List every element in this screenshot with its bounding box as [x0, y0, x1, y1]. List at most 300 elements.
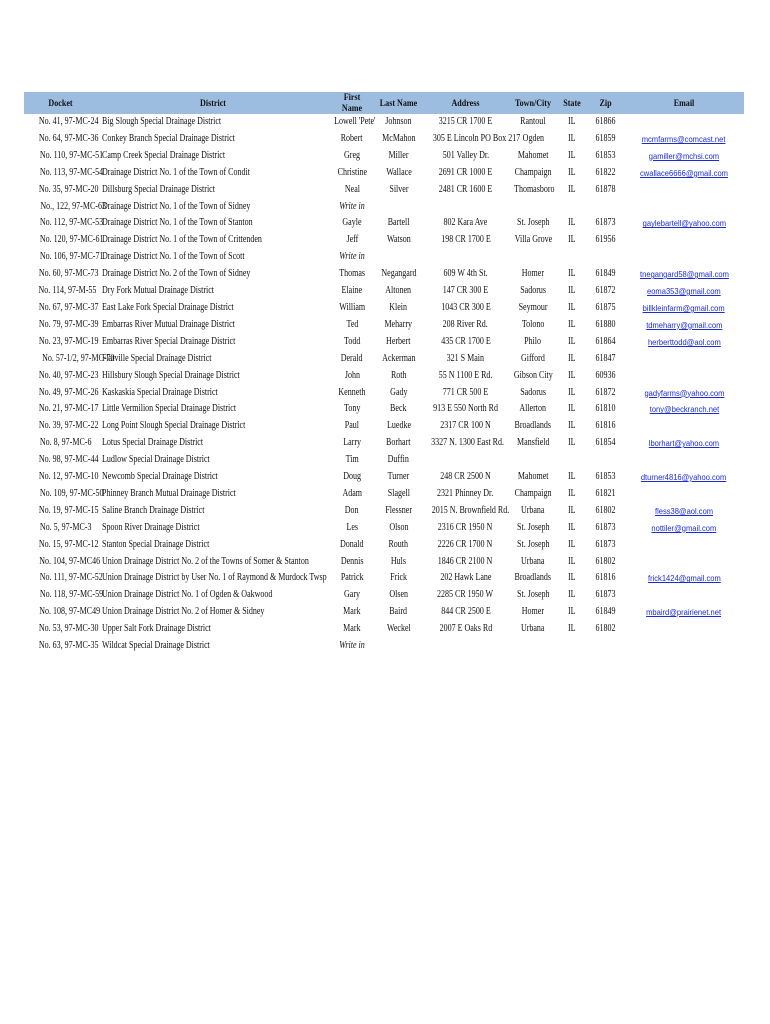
cell-zip [587, 165, 624, 182]
cell-zip-text: 61802 [595, 623, 616, 635]
cell-town-text: Rantoul [520, 116, 546, 127]
cell-district [97, 368, 329, 385]
cell-last-text: Olson [388, 521, 409, 533]
email-link[interactable]: dturner4816@yahoo.com [641, 472, 727, 483]
cell-address-text: 202 Hawk Lane [439, 572, 492, 584]
table-row [24, 266, 744, 283]
cell-docket-text: No. 120, 97-MC-61 [39, 234, 104, 246]
cell-address [422, 368, 509, 385]
cell-docket [24, 249, 104, 266]
cell-town [509, 199, 557, 216]
cell-docket-text: No. 108, 97-MC49 [39, 606, 101, 618]
cell-state-text: IL [568, 623, 576, 635]
cell-town-text: Villa Grove [514, 234, 552, 246]
cell-first [329, 300, 375, 317]
cell-docket-text: No. 39, 97-MC-22 [38, 420, 99, 432]
cell-address-text: 1846 CR 2100 N [438, 555, 493, 567]
cell-last [375, 368, 422, 385]
cell-last-text: Beck [390, 403, 407, 415]
cell-state [557, 587, 587, 604]
email-link[interactable]: fless38@aol.com [654, 505, 714, 516]
table-row [24, 621, 744, 638]
cell-district [97, 215, 329, 232]
cell-state [557, 266, 587, 283]
cell-zip-text: 61853 [595, 149, 616, 161]
cell-email [624, 401, 744, 418]
cell-address-text: 2481 CR 1600 E [438, 183, 493, 195]
cell-zip [587, 300, 624, 317]
cell-zip-text: 61853 [595, 471, 616, 483]
cell-address [422, 520, 509, 537]
col-email-header: Email [634, 92, 735, 114]
col-docket-header: Docket [30, 92, 91, 114]
cell-zip [587, 131, 624, 148]
table-row [24, 469, 744, 486]
email-link[interactable]: gadyfarms@yahoo.com [644, 387, 724, 398]
cell-first-text: Write in [339, 200, 365, 212]
cell-town-text: Urbana [521, 555, 545, 567]
cell-address [422, 452, 509, 469]
cell-state [557, 165, 587, 182]
cell-zip-text: 61816 [595, 420, 616, 432]
cell-email [624, 317, 744, 334]
cell-first-text: Thomas [339, 268, 365, 280]
cell-state [557, 283, 587, 300]
cell-address [422, 401, 509, 418]
cell-first [329, 435, 375, 452]
cell-town [509, 351, 557, 368]
cell-district [97, 587, 329, 604]
cell-last [375, 604, 422, 621]
cell-district [97, 435, 329, 452]
cell-state [557, 300, 587, 317]
email-link[interactable]: gaylebartell@yahoo.com [642, 218, 726, 229]
cell-state [557, 435, 587, 452]
cell-zip [587, 334, 624, 351]
cell-last [375, 401, 422, 418]
cell-last-text: Olsen [389, 589, 408, 601]
cell-zip [587, 469, 624, 486]
table-row [24, 283, 744, 300]
cell-district [97, 114, 329, 131]
cell-state [557, 215, 587, 232]
cell-first [329, 587, 375, 604]
cell-district [97, 300, 329, 317]
cell-state-text: IL [568, 504, 576, 516]
cell-docket [24, 435, 97, 452]
cell-state-text: IL [568, 132, 576, 144]
cell-first-text: Gayle [342, 217, 362, 229]
cell-state-text: IL [568, 386, 576, 398]
cell-first [329, 418, 375, 435]
cell-docket-text: No. 15, 97-MC-12 [38, 538, 99, 550]
cell-town-text: St. Joseph [516, 589, 550, 601]
cell-last [375, 452, 422, 469]
cell-docket-text: No. 111, 97-MC-52 [39, 572, 103, 584]
cell-first [329, 604, 375, 621]
cell-address [422, 199, 509, 216]
cell-docket [24, 587, 104, 604]
cell-email [624, 520, 744, 537]
col-zip-header: Zip [590, 92, 621, 114]
cell-docket [24, 638, 97, 655]
cell-district-text: Kaskaskia Special Drainage District [102, 386, 218, 398]
cell-district [97, 283, 329, 300]
cell-first-text: Todd [343, 335, 361, 347]
cell-email [624, 114, 744, 131]
cell-email [624, 418, 744, 435]
cell-last [375, 317, 422, 334]
cell-last [375, 148, 422, 165]
cell-town-text: Philo [524, 335, 542, 347]
cell-email [624, 452, 744, 469]
cell-first-text: Don [345, 504, 359, 516]
cell-address [422, 249, 509, 266]
cell-first [329, 232, 375, 249]
cell-last-text: Gady [389, 386, 408, 398]
cell-town [509, 570, 557, 587]
cell-address-text: 2321 Phinney Dr. [437, 487, 494, 499]
cell-first-text: Tim [345, 454, 359, 466]
cell-address-text: 2317 CR 100 N [440, 420, 491, 432]
email-link[interactable]: nottiler@gmail.com [651, 522, 717, 533]
cell-state [557, 199, 587, 216]
cell-district [97, 232, 329, 249]
cell-town [509, 165, 557, 182]
cell-email [624, 385, 744, 402]
cell-state-text: IL [568, 217, 576, 229]
cell-first [329, 317, 375, 334]
cell-address [422, 604, 509, 621]
cell-district [97, 418, 329, 435]
cell-docket-text: No. 40, 97-MC-23 [38, 369, 99, 381]
cell-town [509, 554, 557, 571]
cell-email [624, 232, 744, 249]
cell-district [97, 182, 329, 199]
cell-last-text: Flessner [385, 504, 412, 516]
cell-email [624, 300, 744, 317]
cell-address-text: 305 E Lincoln PO Box 217 [432, 132, 521, 144]
cell-docket [24, 570, 103, 587]
cell-zip-text: 61821 [595, 487, 616, 499]
cell-docket-text: No. 19, 97-MC-15 [38, 504, 99, 516]
cell-first-text: Larry [343, 437, 361, 449]
cell-district-text: Drainage District No. 1 of the Town of Sidney [102, 200, 251, 212]
cell-first-text: Gary [344, 589, 360, 601]
cell-address-text: 2015 N. Brownfield Rd. [431, 504, 510, 516]
cell-zip [587, 587, 624, 604]
cell-last-text: Altonen [385, 285, 412, 297]
email-link[interactable]: frick1424@gmail.com [647, 573, 721, 584]
cell-district-text: Dry Fork Mutual Drainage District [102, 285, 214, 297]
cell-first [329, 570, 375, 587]
cell-docket-text: No. 98, 97-MC-44 [38, 454, 99, 466]
cell-docket-text: No. 60, 97-MC-73 [38, 268, 99, 280]
cell-last-text: Bartell [387, 217, 410, 229]
cell-first-text: Write in [339, 640, 365, 652]
cell-docket [24, 385, 97, 402]
cell-state [557, 638, 587, 655]
cell-state-text: IL [568, 487, 576, 499]
cell-docket [24, 182, 97, 199]
cell-last [375, 199, 422, 216]
cell-last-text: Borhart [386, 437, 411, 449]
cell-state-text: IL [568, 301, 576, 313]
cell-zip [587, 554, 624, 571]
cell-docket-text: No. 23, 97-MC-19 [38, 335, 99, 347]
cell-state [557, 385, 587, 402]
cell-last [375, 114, 422, 131]
cell-town [509, 418, 557, 435]
col-first-name-header: First Name [333, 92, 372, 114]
cell-zip [587, 114, 624, 131]
cell-zip [587, 249, 624, 266]
cell-last-text: Duffin [387, 454, 410, 466]
cell-last-text: Weckel [386, 623, 411, 635]
cell-town [509, 334, 557, 351]
cell-zip [587, 232, 624, 249]
cell-district [97, 469, 329, 486]
cell-district [97, 452, 329, 469]
cell-town-text: Champaign [514, 487, 552, 499]
cell-town [509, 114, 557, 131]
cell-first-text: Elaine [341, 285, 363, 297]
table-body [24, 114, 744, 655]
email-link[interactable]: herberttodd@aol.com [647, 336, 721, 347]
cell-zip [587, 317, 624, 334]
col-town-header: Town/City [513, 92, 553, 114]
cell-district [97, 554, 329, 571]
cell-zip-text: 61822 [595, 166, 616, 178]
cell-zip-text: 61956 [595, 234, 616, 246]
cell-town-text: Mahomet [517, 471, 549, 483]
cell-email [624, 334, 744, 351]
cell-address-text: 147 CR 300 E [442, 285, 489, 297]
cell-last-text: Herbert [386, 335, 411, 347]
cell-address [422, 215, 509, 232]
cell-district-text: Drainage District No. 1 of the Town of Crittenden [102, 234, 262, 246]
email-link[interactable]: lborhart@yahoo.com [648, 438, 720, 449]
email-link[interactable]: tdmeharry@gmail.com [645, 319, 723, 330]
cell-town-text: Homer [521, 606, 545, 618]
cell-zip-text: 61802 [595, 555, 616, 567]
cell-email [624, 215, 744, 232]
cell-docket [24, 148, 104, 165]
table-row [24, 232, 744, 249]
cell-district [97, 249, 329, 266]
cell-district-text: Drainage District No. 2 of the Town of Sidney [102, 268, 251, 280]
cell-first [329, 385, 375, 402]
table-row [24, 368, 744, 385]
cell-zip [587, 520, 624, 537]
cell-last-text: Meharry [384, 318, 413, 330]
cell-district-text: Hillsbury Slough Special Drainage District [102, 369, 240, 381]
cell-state-text: IL [568, 471, 576, 483]
cell-state [557, 148, 587, 165]
cell-zip-text: 61873 [595, 217, 616, 229]
cell-state [557, 486, 587, 503]
cell-address [422, 165, 509, 182]
cell-state [557, 554, 587, 571]
cell-district-text: Conkey Branch Special Drainage District [102, 132, 235, 144]
cell-first-text: Kenneth [338, 386, 366, 398]
cell-district [97, 165, 329, 182]
cell-state [557, 182, 587, 199]
cell-first-text: Derald [341, 352, 363, 364]
cell-last [375, 418, 422, 435]
email-link[interactable]: mcmfarms@comcast.net [642, 133, 726, 144]
cell-district [97, 604, 329, 621]
cell-town-text: Allerton [519, 403, 547, 415]
cell-town-text: Urbana [521, 623, 545, 635]
cell-email [624, 199, 744, 216]
cell-last-text: Wallace [385, 166, 412, 178]
cell-zip [587, 503, 624, 520]
cell-docket-text: No. 35, 97-MC-20 [38, 183, 99, 195]
table-row [24, 385, 744, 402]
cell-district [97, 334, 329, 351]
email-link[interactable]: eoma353@gmail.com [647, 286, 721, 297]
cell-docket [24, 199, 106, 216]
cell-docket-text: No. 57-1/2, 97-MC-70 [42, 352, 115, 364]
cell-docket-text: No. 8, 97-MC-6 [39, 437, 91, 449]
cell-email [624, 266, 744, 283]
cell-state-text: IL [568, 538, 576, 550]
cell-zip [587, 385, 624, 402]
cell-address [422, 334, 509, 351]
cell-docket [24, 503, 97, 520]
cell-state [557, 537, 587, 554]
cell-district-text: Wildcat Special Drainage District [102, 640, 210, 652]
cell-address [422, 182, 509, 199]
cell-docket-text: No. 110, 97-MC-51 [39, 149, 104, 161]
cell-town [509, 435, 557, 452]
cell-zip [587, 368, 624, 385]
cell-state [557, 418, 587, 435]
cell-last [375, 232, 422, 249]
cell-address-text: 844 CR 2500 E [440, 606, 491, 618]
table-row [24, 418, 744, 435]
cell-docket [24, 283, 97, 300]
cell-docket [24, 368, 97, 385]
cell-town-text: St. Joseph [516, 538, 550, 550]
cell-zip-text: 61872 [595, 285, 616, 297]
cell-first [329, 621, 375, 638]
cell-town [509, 503, 557, 520]
cell-town-text: St. Joseph [516, 521, 550, 533]
cell-zip-text: 61873 [595, 589, 616, 601]
cell-zip [587, 435, 624, 452]
cell-last-text: Luedke [386, 420, 411, 432]
cell-town [509, 215, 557, 232]
cell-zip-text: 61875 [595, 301, 616, 313]
cell-last [375, 131, 422, 148]
cell-first [329, 469, 375, 486]
cell-address-text: 2285 CR 1950 W [437, 589, 494, 601]
cell-district [97, 131, 329, 148]
cell-first [329, 638, 375, 655]
table-row [24, 317, 744, 334]
cell-email [624, 351, 744, 368]
cell-zip-text: 61873 [595, 521, 616, 533]
cell-address-text: 435 CR 1700 E [440, 335, 491, 347]
cell-first [329, 537, 375, 554]
cell-state-text: IL [568, 403, 576, 415]
cell-last [375, 165, 422, 182]
cell-town [509, 232, 557, 249]
cell-last [375, 520, 422, 537]
cell-first [329, 351, 375, 368]
cell-town-text: Thomasboro [514, 183, 555, 195]
cell-zip [587, 401, 624, 418]
cell-first-text: Christine [337, 166, 367, 178]
email-link[interactable]: tnegangard58@gmail.com [639, 269, 729, 280]
cell-last [375, 351, 422, 368]
email-link[interactable]: cwallace6666@gmail.com [640, 167, 728, 178]
cell-zip-text: 61878 [595, 183, 616, 195]
cell-state-text: IL [568, 420, 576, 432]
cell-first [329, 114, 375, 131]
cell-last-text: Baird [389, 606, 408, 618]
cell-docket [24, 351, 115, 368]
cell-first-text: Lowell 'Pete' [334, 116, 376, 127]
cell-first-text: Jeff [346, 234, 358, 246]
table-row [24, 300, 744, 317]
cell-state [557, 131, 587, 148]
cell-state [557, 520, 587, 537]
cell-state-text: IL [568, 437, 576, 449]
cell-state-text: IL [568, 589, 576, 601]
cell-state [557, 401, 587, 418]
email-link[interactable]: mbaird@prairienet.net [646, 607, 722, 618]
cell-zip [587, 604, 624, 621]
table-row [24, 131, 744, 148]
cell-town [509, 401, 557, 418]
cell-district [97, 266, 329, 283]
cell-district [97, 199, 329, 216]
cell-state [557, 570, 587, 587]
cell-first-text: Robert [341, 132, 363, 144]
email-link[interactable]: billkleinfarm@gmail.com [642, 302, 726, 313]
cell-address-text: 913 E 550 North Rd [433, 403, 498, 415]
cell-state-text: IL [568, 606, 576, 618]
cell-last [375, 283, 422, 300]
cell-district [97, 486, 329, 503]
cell-docket-text: No. 67, 97-MC-37 [38, 301, 99, 313]
table-row [24, 452, 744, 469]
cell-town [509, 486, 557, 503]
cell-address [422, 317, 509, 334]
cell-docket-text: No. 106, 97-MC-71 [39, 251, 104, 263]
cell-state-text: IL [568, 234, 576, 246]
cell-town-text: Sadorus [520, 386, 546, 398]
cell-state [557, 503, 587, 520]
cell-last-text: Slagell [387, 487, 410, 499]
table-row [24, 148, 744, 165]
email-link[interactable]: gamiller@mchsi.com [648, 150, 720, 161]
cell-docket [24, 418, 97, 435]
cell-district-text: Dillsburg Special Drainage District [102, 183, 215, 195]
cell-address [422, 587, 509, 604]
cell-first [329, 520, 375, 537]
email-link[interactable]: tony@beckranch.net [649, 404, 719, 415]
cell-state-text: IL [568, 149, 576, 161]
cell-first-text: Donald [340, 538, 364, 550]
cell-town [509, 604, 557, 621]
cell-last [375, 537, 422, 554]
cell-town [509, 249, 557, 266]
cell-district-text: Embarras River Special Drainage District [102, 335, 236, 347]
